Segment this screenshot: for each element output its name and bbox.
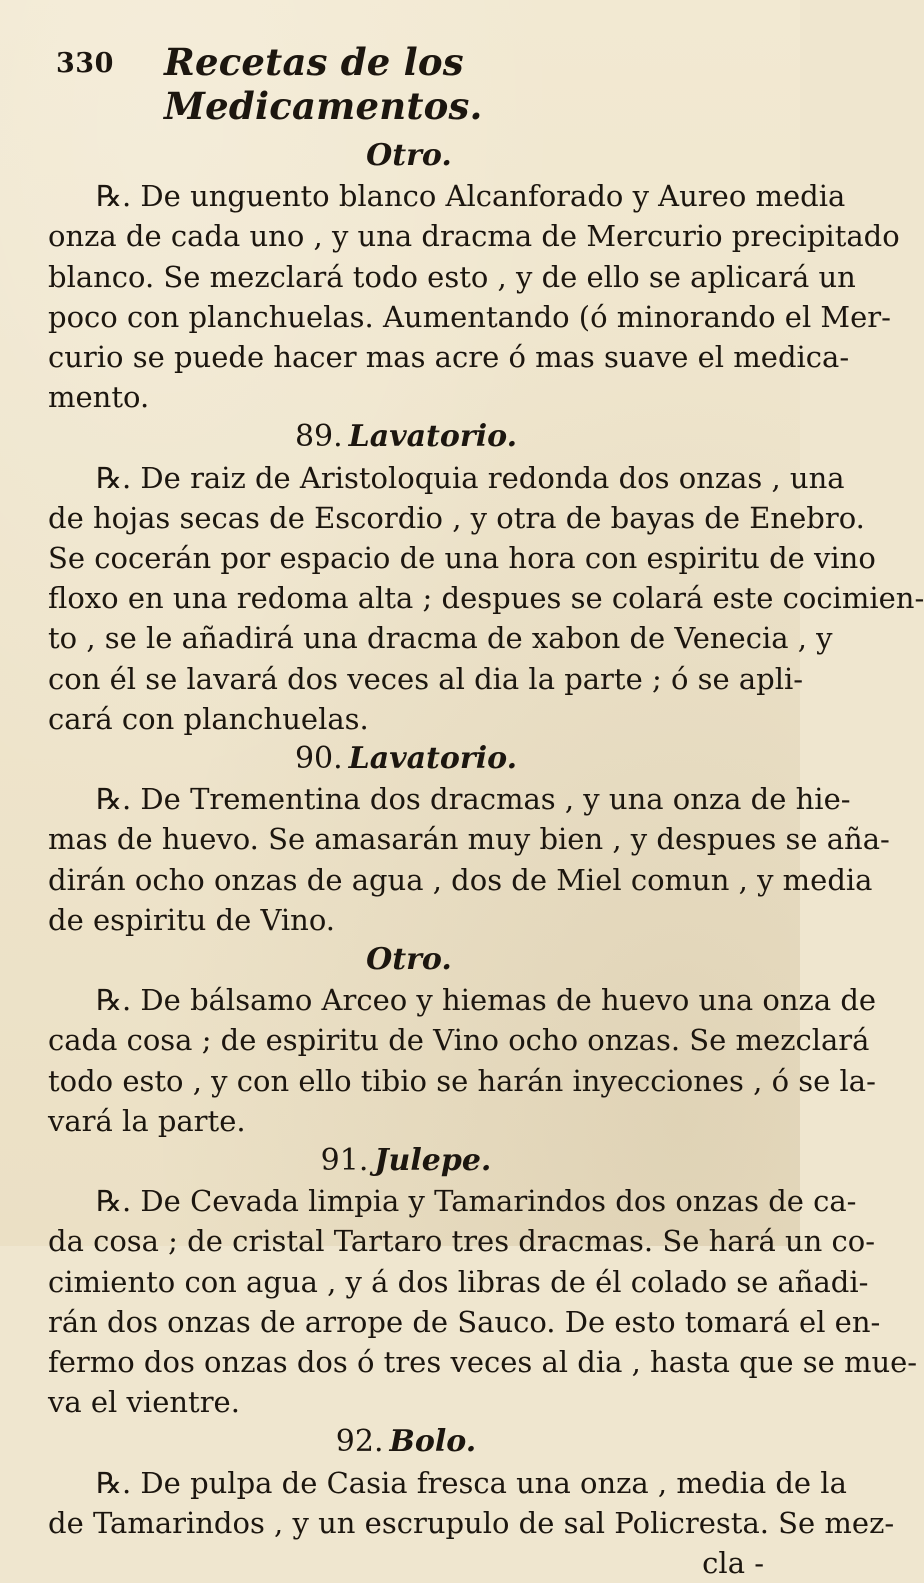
text-line: cla - [702,1546,764,1580]
text-line: cará con planchuelas. [48,701,369,736]
text-line: da cosa ; de cristal Tartaro tres dracmas. Se hará un co- [48,1224,876,1259]
text-line: mas de huevo. Se amasarán muy bien , y despues se aña- [48,822,890,857]
recipe-title: Lavatorio. [348,741,518,776]
recipe-title: Otro. [366,942,452,977]
recipe-number: 89. [294,419,343,455]
text-line: cada cosa ; de espiritu de Vino ocho onzas. Se mezclará [48,1023,870,1058]
text-line: de Tamarindos , y un escrupulo de sal Policresta. Se mez- [48,1505,895,1540]
recipe-heading [48,1422,764,1462]
text-line: curio se puede hacer mas acre ó mas suave el medica- [48,340,850,374]
text-line: todo esto , y con ello tibio se harán inyecciones , ó se la- [48,1063,876,1098]
recipe-heading [48,136,764,176]
page-body [48,136,924,1580]
text-line: poco con planchuelas. Aumentando (ó minorando el Mer- [48,299,891,334]
text-line: ℞. De pulpa de Casia fresca una onza , media de la [96,1465,847,1500]
recipe-title: Otro. [366,138,452,173]
recipe-title: Julepe. [374,1143,492,1178]
text-line: rán dos onzas de arrope de Sauco. De esto tomará el en- [48,1304,881,1339]
page-header [56,34,756,128]
recipe-title: Lavatorio. [348,419,518,455]
recipe-number: 92. [335,1424,384,1460]
recipe-heading [48,940,764,980]
text-line: onza de cada uno , y una dracma de Mercurio precipitado [48,219,900,254]
text-line: dirán ocho onzas de agua , dos de Miel comun , y media [48,862,873,897]
recipe-heading [48,417,764,457]
text-line: fermo dos onzas dos ó tres veces al dia , hasta que se mue- [48,1345,918,1379]
text-line: mento. [48,380,150,415]
text-line: va el vientre. [48,1385,240,1420]
text-line: blanco. Se mezclará todo esto , y de ello se aplicará un [48,259,856,294]
running-title: Recetas de los Medicamentos. [164,40,483,128]
text-line: floxo en una redoma alta ; despues se colará este cocimien- [48,581,924,616]
text-line: con él se lavará dos veces al dia la parte ; ó se apli- [48,661,804,696]
text-line: ℞. De raiz de Aristoloquia redonda dos onzas , una [96,460,845,495]
text-line: ℞. De Cevada limpia y Tamarindos dos onzas de ca- [96,1184,857,1219]
text-line: ℞. De bálsamo Arceo y hiemas de huevo una onza de [96,983,877,1018]
recipe-title: Bolo. [389,1424,477,1460]
text-line: Se cocerán por espacio de una hora con espiritu de vino [48,541,876,575]
text-line: cimiento con agua , y á dos libras de él colado se añadi- [48,1264,869,1299]
text-line: ℞. De Trementina dos dracmas , y una onza de hie- [96,782,851,817]
text-line: de hojas secas de Escordio , y otra de bayas de Enebro. [48,500,865,535]
text-line: to , se le añadirá una dracma de xabon de Venecia , y [48,621,833,656]
recipe-heading [48,739,764,779]
text-line: de espiritu de Vino. [48,902,336,937]
recipe-number: 91. [320,1143,369,1178]
recipe-heading [48,1141,764,1181]
text-line: ℞. De unguento blanco Alcanforado y Aureo media [96,179,846,214]
recipe-number: 90. [294,741,343,776]
text-line: vará la parte. [48,1103,246,1138]
page-number: 330 [56,48,114,79]
